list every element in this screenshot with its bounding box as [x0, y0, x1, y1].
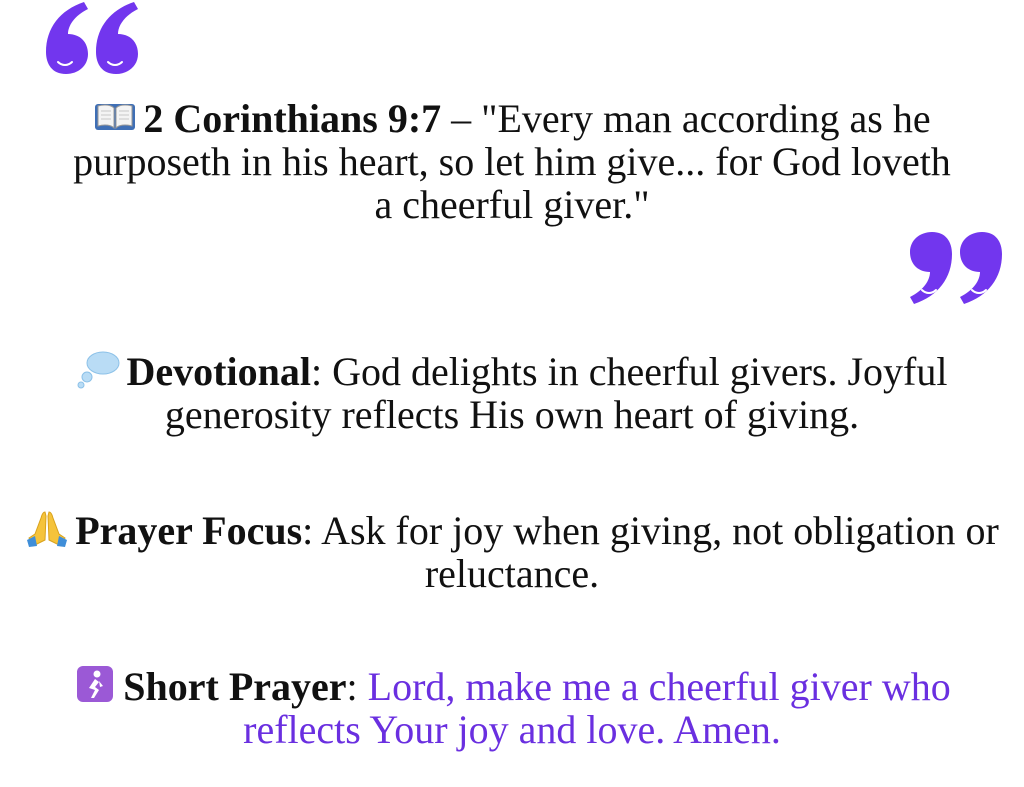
prayer-focus-separator: : — [302, 508, 322, 553]
verse-text: "Every man according as he purposeth in his heart, so let him give... for God loveth a cheerful giver." — [73, 96, 951, 227]
open-book-icon — [93, 96, 137, 136]
open-quote-icon — [44, 0, 144, 80]
verse-separator: – — [441, 96, 482, 141]
praying-hands-icon — [25, 508, 69, 548]
prayer-focus-block — [0, 508, 1024, 595]
devotional-text: God delights in cheerful givers. Joyful generosity reflects His own heart of giving. — [164, 349, 948, 437]
devotional-label: Devotional — [126, 349, 311, 394]
devotional-separator: : — [310, 349, 333, 394]
short-prayer-separator: : — [346, 664, 368, 709]
short-prayer-label: Short Prayer — [123, 664, 347, 709]
close-quote-icon — [904, 226, 1004, 306]
place-of-worship-icon — [73, 664, 117, 704]
prayer-focus-label: Prayer Focus — [75, 508, 303, 553]
short-prayer-block — [0, 664, 1024, 751]
verse-block — [0, 96, 1024, 226]
prayer-focus-text: Ask for joy when giving, not obligation or reluctance. — [321, 508, 999, 596]
short-prayer-text: Lord, make me a cheerful giver who reflects Your joy and love. Amen. — [243, 664, 951, 752]
verse-reference: 2 Corinthians 9:7 — [143, 96, 442, 141]
devotional-block — [0, 349, 1024, 436]
thought-bubble-icon — [77, 349, 121, 389]
